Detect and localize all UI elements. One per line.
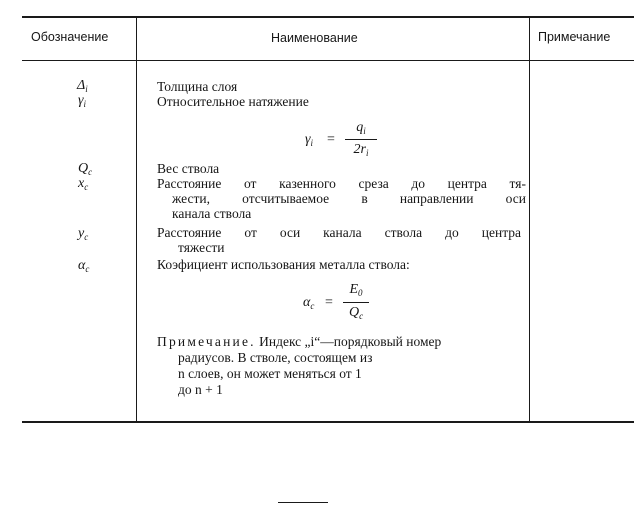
formula-gamma-lhs: $\gamma_i$ xyxy=(305,132,314,148)
symbol-alpha-c: $\alpha_c$ xyxy=(78,258,90,274)
symbol-q-c: $Q_c$ xyxy=(78,161,93,177)
description-y-line-2: тяжести xyxy=(178,240,225,255)
formula-gamma-equals: = xyxy=(327,132,335,147)
formula-alpha-numerator: $E_0$ xyxy=(349,282,363,298)
footnote-line-4: до n + 1 xyxy=(178,382,223,397)
column-divider-1 xyxy=(136,17,137,422)
table-bottom-rule xyxy=(22,421,634,423)
formula-alpha-bar xyxy=(343,302,369,303)
table-top-rule xyxy=(22,16,634,18)
formula-alpha-denominator: $Q_c$ xyxy=(348,305,364,321)
header-name: Наименование xyxy=(271,31,358,45)
footnote-line-3: n слоев, он может меняться от 1 xyxy=(178,366,362,381)
header-note: Примечание xyxy=(538,30,611,44)
description-metal-usage-coefficient: Коэфициент использования металла ствола: xyxy=(157,257,410,272)
footnote-line-1-rest: Индекс „i“—порядковый номер xyxy=(255,334,442,349)
formula-gamma-bar xyxy=(345,139,377,140)
description-y-line-1: Расстояние от оси канала ствола до центра xyxy=(157,225,521,240)
formula-alpha xyxy=(303,282,383,326)
symbol-x-c: $x_c$ xyxy=(78,176,89,192)
description-x-line-3: канала ствола xyxy=(172,206,252,221)
column-divider-2 xyxy=(529,17,530,422)
description-layer-thickness: Толщина слоя xyxy=(157,79,238,94)
symbol-gamma-i: $\gamma_i$ xyxy=(78,93,87,109)
formula-alpha-lhs: $\alpha_c$ xyxy=(303,295,315,311)
formula-gamma-denominator: $2r_i$ xyxy=(353,142,369,158)
formula-alpha-equals: = xyxy=(325,295,333,310)
formula-gamma xyxy=(305,120,385,164)
description-barrel-weight: Вес ствола xyxy=(157,161,220,176)
symbol-y-c: $y_c$ xyxy=(78,226,89,242)
symbol-delta-i: $\Delta_i$ xyxy=(77,78,88,94)
formula-gamma-numerator: $q_i$ xyxy=(356,120,366,136)
description-x-line-2: жести, отсчитываемое в направлении оси xyxy=(172,191,526,206)
footnote-label: Примечание. xyxy=(157,334,256,349)
header-bottom-rule xyxy=(22,60,634,61)
description-relative-tension: Относительное натяжение xyxy=(157,94,309,109)
description-x-line-1: Расстояние от казенного среза до центра тя- xyxy=(157,176,526,191)
footnote-line-1 xyxy=(157,334,441,349)
header-designation: Обозначение xyxy=(31,30,109,44)
footer-divider xyxy=(278,502,328,503)
footnote-line-2: радиусов. В стволе, состоящем из xyxy=(178,350,373,365)
